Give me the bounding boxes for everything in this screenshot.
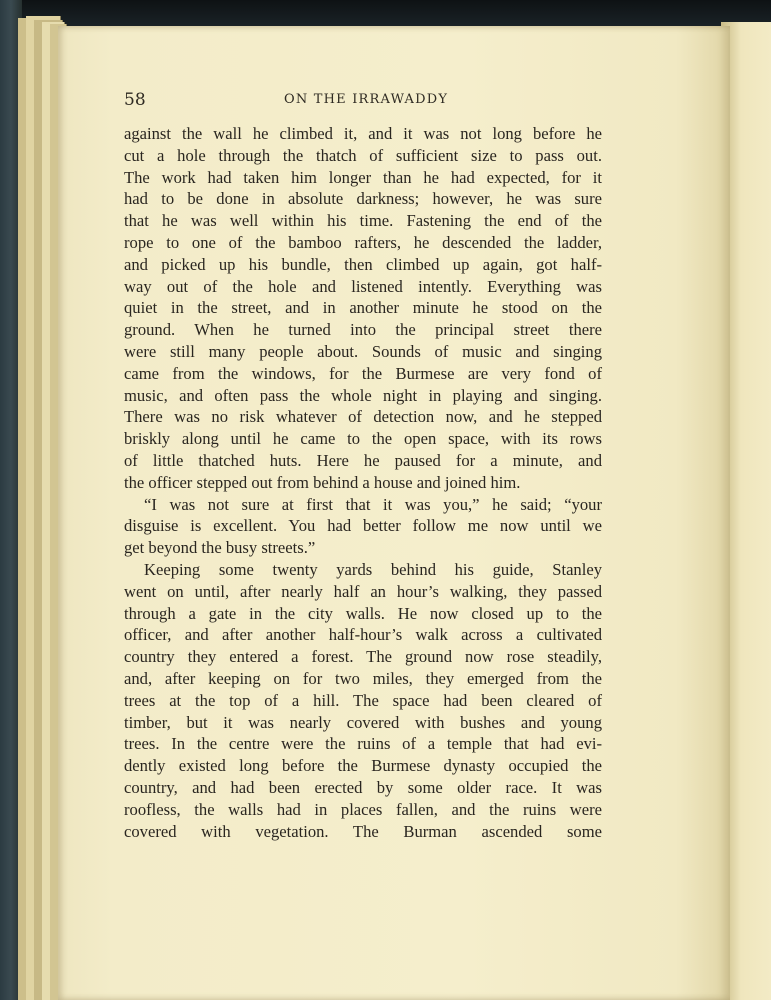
text-line: way out of the hole and listened intently. Everything was [124, 276, 602, 296]
text-line: timber, but it was nearly covered with bushes and young [124, 712, 602, 732]
text-line: the officer stepped out from behind a house and joined him. [124, 472, 521, 492]
text-line: music, and often pass the whole night in playing and singing. [124, 385, 602, 405]
text-line: quiet in the street, and in another minute he stood on the [124, 298, 602, 318]
text-line: and, after keeping on for two miles, they emerged from the [124, 668, 602, 688]
text-line: dently existed long before the Burmese dynasty occupied the [124, 756, 602, 776]
text-line: rope to one of the bamboo rafters, he descended the ladder, [124, 232, 602, 252]
text-line: came from the windows, for the Burmese are very fond of [124, 363, 602, 383]
running-head: ON THE IRRAWADDY [284, 92, 449, 107]
text-line: The work had taken him longer than he had expected, for it [124, 167, 602, 187]
page-header [124, 90, 504, 114]
text-line: that he was well within his time. Fastening the end of the [124, 211, 602, 231]
text-line: were still many people about. Sounds of music and singing [124, 341, 602, 361]
book-cover-top [0, 0, 771, 26]
text-line: covered with vegetation. The Burman ascended some [124, 821, 602, 841]
text-line: disguise is excellent. You had better follow me now until we [124, 516, 602, 536]
text-line: officer, and after another half-hour’s walk across a cultivated [124, 625, 602, 645]
text-line: roofless, the walls had in places fallen, and the ruins were [124, 799, 602, 819]
body-text [124, 123, 602, 842]
text-line: and picked up his bundle, then climbed up again, got half- [124, 254, 602, 274]
page-number: 58 [124, 90, 146, 110]
text-line: country, and had been erected by some older race. It was [124, 777, 602, 797]
text-line: trees at the top of a hill. The space had been cleared of [124, 690, 602, 710]
text-line: briskly along until he came to the open space, with its rows [124, 429, 602, 449]
text-line: went on until, after nearly half an hour’s walking, they passed [124, 581, 602, 601]
text-line: cut a hole through the thatch of sufficient size to pass out. [124, 145, 602, 165]
text-line: through a gate in the city walls. He now closed up to the [124, 603, 602, 623]
text-line: had to be done in absolute darkness; however, he was sure [124, 189, 602, 209]
text-line: against the wall he climbed it, and it was not long before he [124, 124, 602, 143]
text-line: of little thatched huts. Here he paused for a minute, and [124, 450, 602, 470]
text-line: country they entered a forest. The ground now rose steadily, [124, 647, 602, 667]
text-line: There was no risk whatever of detection now, and he stepped [124, 407, 602, 427]
text-line: ground. When he turned into the principal street there [124, 320, 602, 340]
text-line: Keeping some twenty yards behind his guide, Stanley [144, 559, 602, 579]
text-line: get beyond the busy streets.” [124, 538, 316, 558]
text-line: “I was not sure at first that it was you,” he said; “your [144, 494, 602, 514]
text-line: trees. In the centre were the ruins of a temple that had evi- [124, 734, 602, 754]
